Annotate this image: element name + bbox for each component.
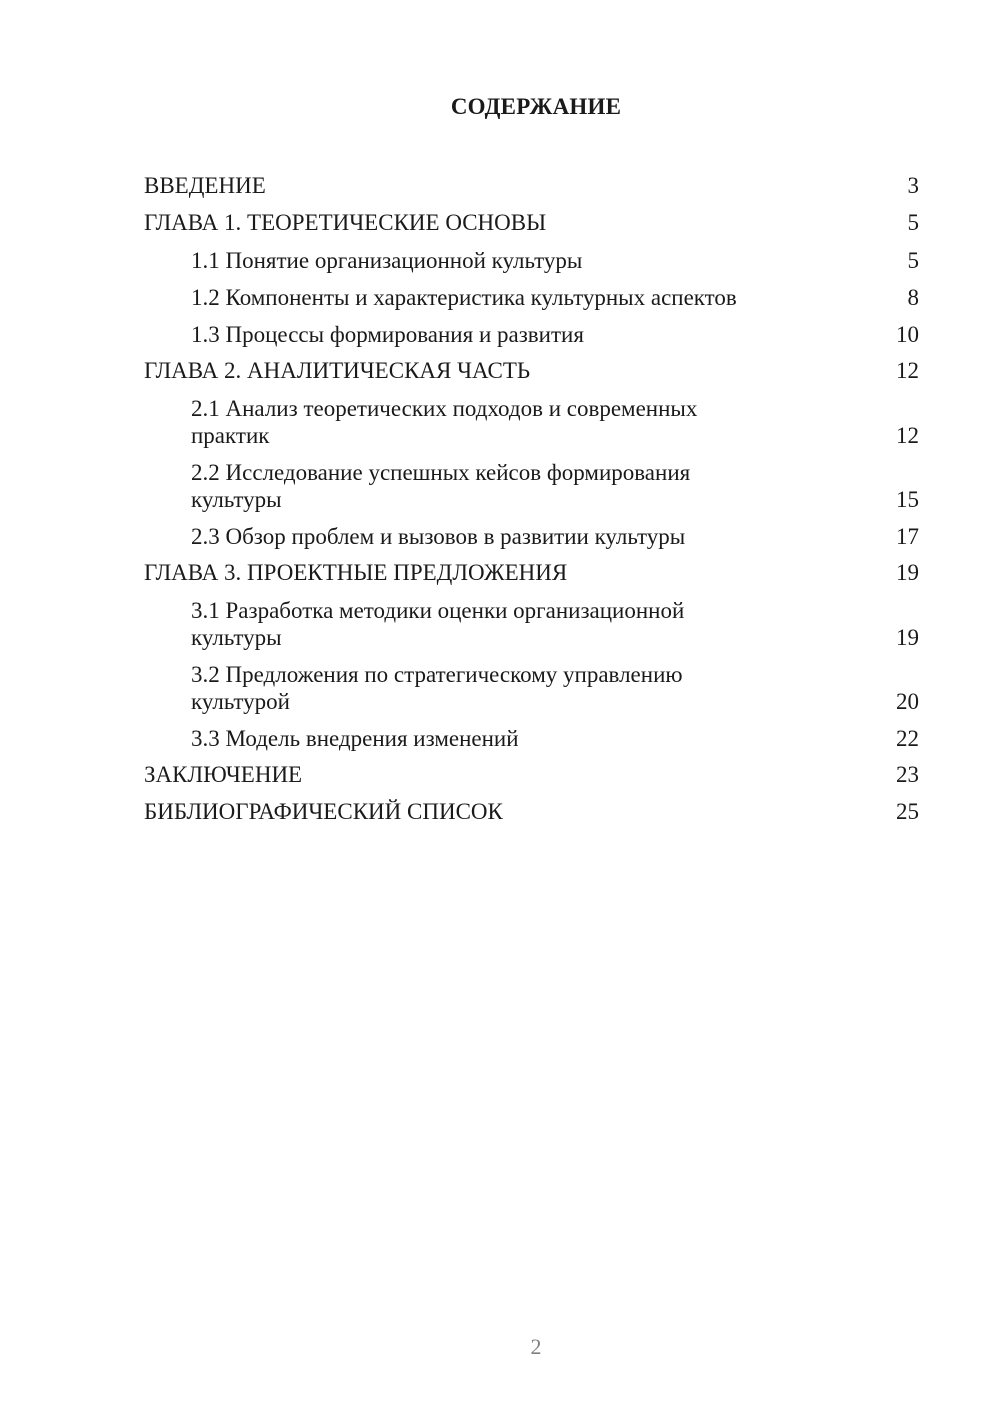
toc-entry-page: 15	[896, 487, 919, 512]
toc-entry-page: 12	[896, 423, 919, 448]
toc-entry-title: 3.1 Разработка методики оценки организационной культуры	[191, 598, 685, 650]
toc-entry-chapter-3[interactable]	[144, 555, 919, 592]
toc-entry-chapter-2[interactable]	[144, 353, 919, 390]
toc-entry-section-1-1[interactable]	[144, 242, 919, 279]
toc-entry-section-3-1[interactable]	[144, 592, 919, 656]
toc-entry-page: 25	[896, 799, 919, 824]
toc-entry-section-2-3[interactable]	[144, 518, 919, 555]
toc-entry-page: 22	[896, 726, 919, 751]
toc-entry-page: 12	[896, 358, 919, 383]
toc-entry-title: 1.2 Компоненты и характеристика культурных аспектов	[191, 285, 737, 310]
toc-entry-title: БИБЛИОГРАФИЧЕСКИЙ СПИСОК	[144, 799, 503, 824]
toc-entry-page: 5	[907, 210, 919, 235]
toc-entry-title: 3.2 Предложения по стратегическому управлению культурой	[191, 662, 683, 714]
toc-entry-title: 2.3 Обзор проблем и вызовов в развитии культуры	[191, 524, 686, 549]
toc-entry-section-2-2[interactable]	[144, 454, 919, 518]
toc-entry-title: 1.3 Процессы формирования и развития	[191, 322, 584, 347]
toc-entry-section-3-2[interactable]	[144, 656, 919, 720]
toc-entry-page: 19	[896, 560, 919, 585]
toc-entry-title: 1.1 Понятие организационной культуры	[191, 248, 583, 273]
toc-entry-title: 2.1 Анализ теоретических подходов и современных практик	[191, 396, 698, 448]
table-of-contents	[144, 168, 919, 831]
toc-entry-bibliography[interactable]	[144, 794, 919, 831]
toc-entry-title: ГЛАВА 2. АНАЛИТИЧЕСКАЯ ЧАСТЬ	[144, 358, 531, 383]
toc-entry-page: 8	[907, 285, 919, 310]
toc-entry-title: ВВЕДЕНИЕ	[144, 173, 266, 198]
toc-entry-page: 19	[896, 625, 919, 650]
toc-entry-chapter-1[interactable]	[144, 205, 919, 242]
toc-entry-page: 5	[907, 248, 919, 273]
toc-entry-title: ГЛАВА 3. ПРОЕКТНЫЕ ПРЕДЛОЖЕНИЯ	[144, 560, 568, 585]
toc-entry-page: 23	[896, 762, 919, 787]
toc-entry-page: 17	[896, 524, 919, 549]
toc-entry-section-1-3[interactable]	[144, 316, 919, 353]
toc-entry-title: ГЛАВА 1. ТЕОРЕТИЧЕСКИЕ ОСНОВЫ	[144, 210, 547, 235]
toc-entry-introduction[interactable]	[144, 168, 919, 205]
toc-entry-title: 3.3 Модель внедрения изменений	[191, 726, 519, 751]
toc-entry-section-3-3[interactable]	[144, 720, 919, 757]
toc-entry-section-2-1[interactable]	[144, 390, 919, 454]
page-number: 2	[530, 1334, 542, 1359]
toc-heading: СОДЕРЖАНИЕ	[450, 94, 622, 119]
toc-entry-title: ЗАКЛЮЧЕНИЕ	[144, 762, 303, 787]
toc-entry-title: 2.2 Исследование успешных кейсов формирования культуры	[191, 460, 691, 512]
toc-entry-section-1-2[interactable]	[144, 279, 919, 316]
toc-entry-page: 20	[896, 689, 919, 714]
toc-entry-page: 10	[896, 322, 919, 347]
toc-entry-conclusion[interactable]	[144, 757, 919, 794]
toc-entry-page: 3	[907, 173, 919, 198]
